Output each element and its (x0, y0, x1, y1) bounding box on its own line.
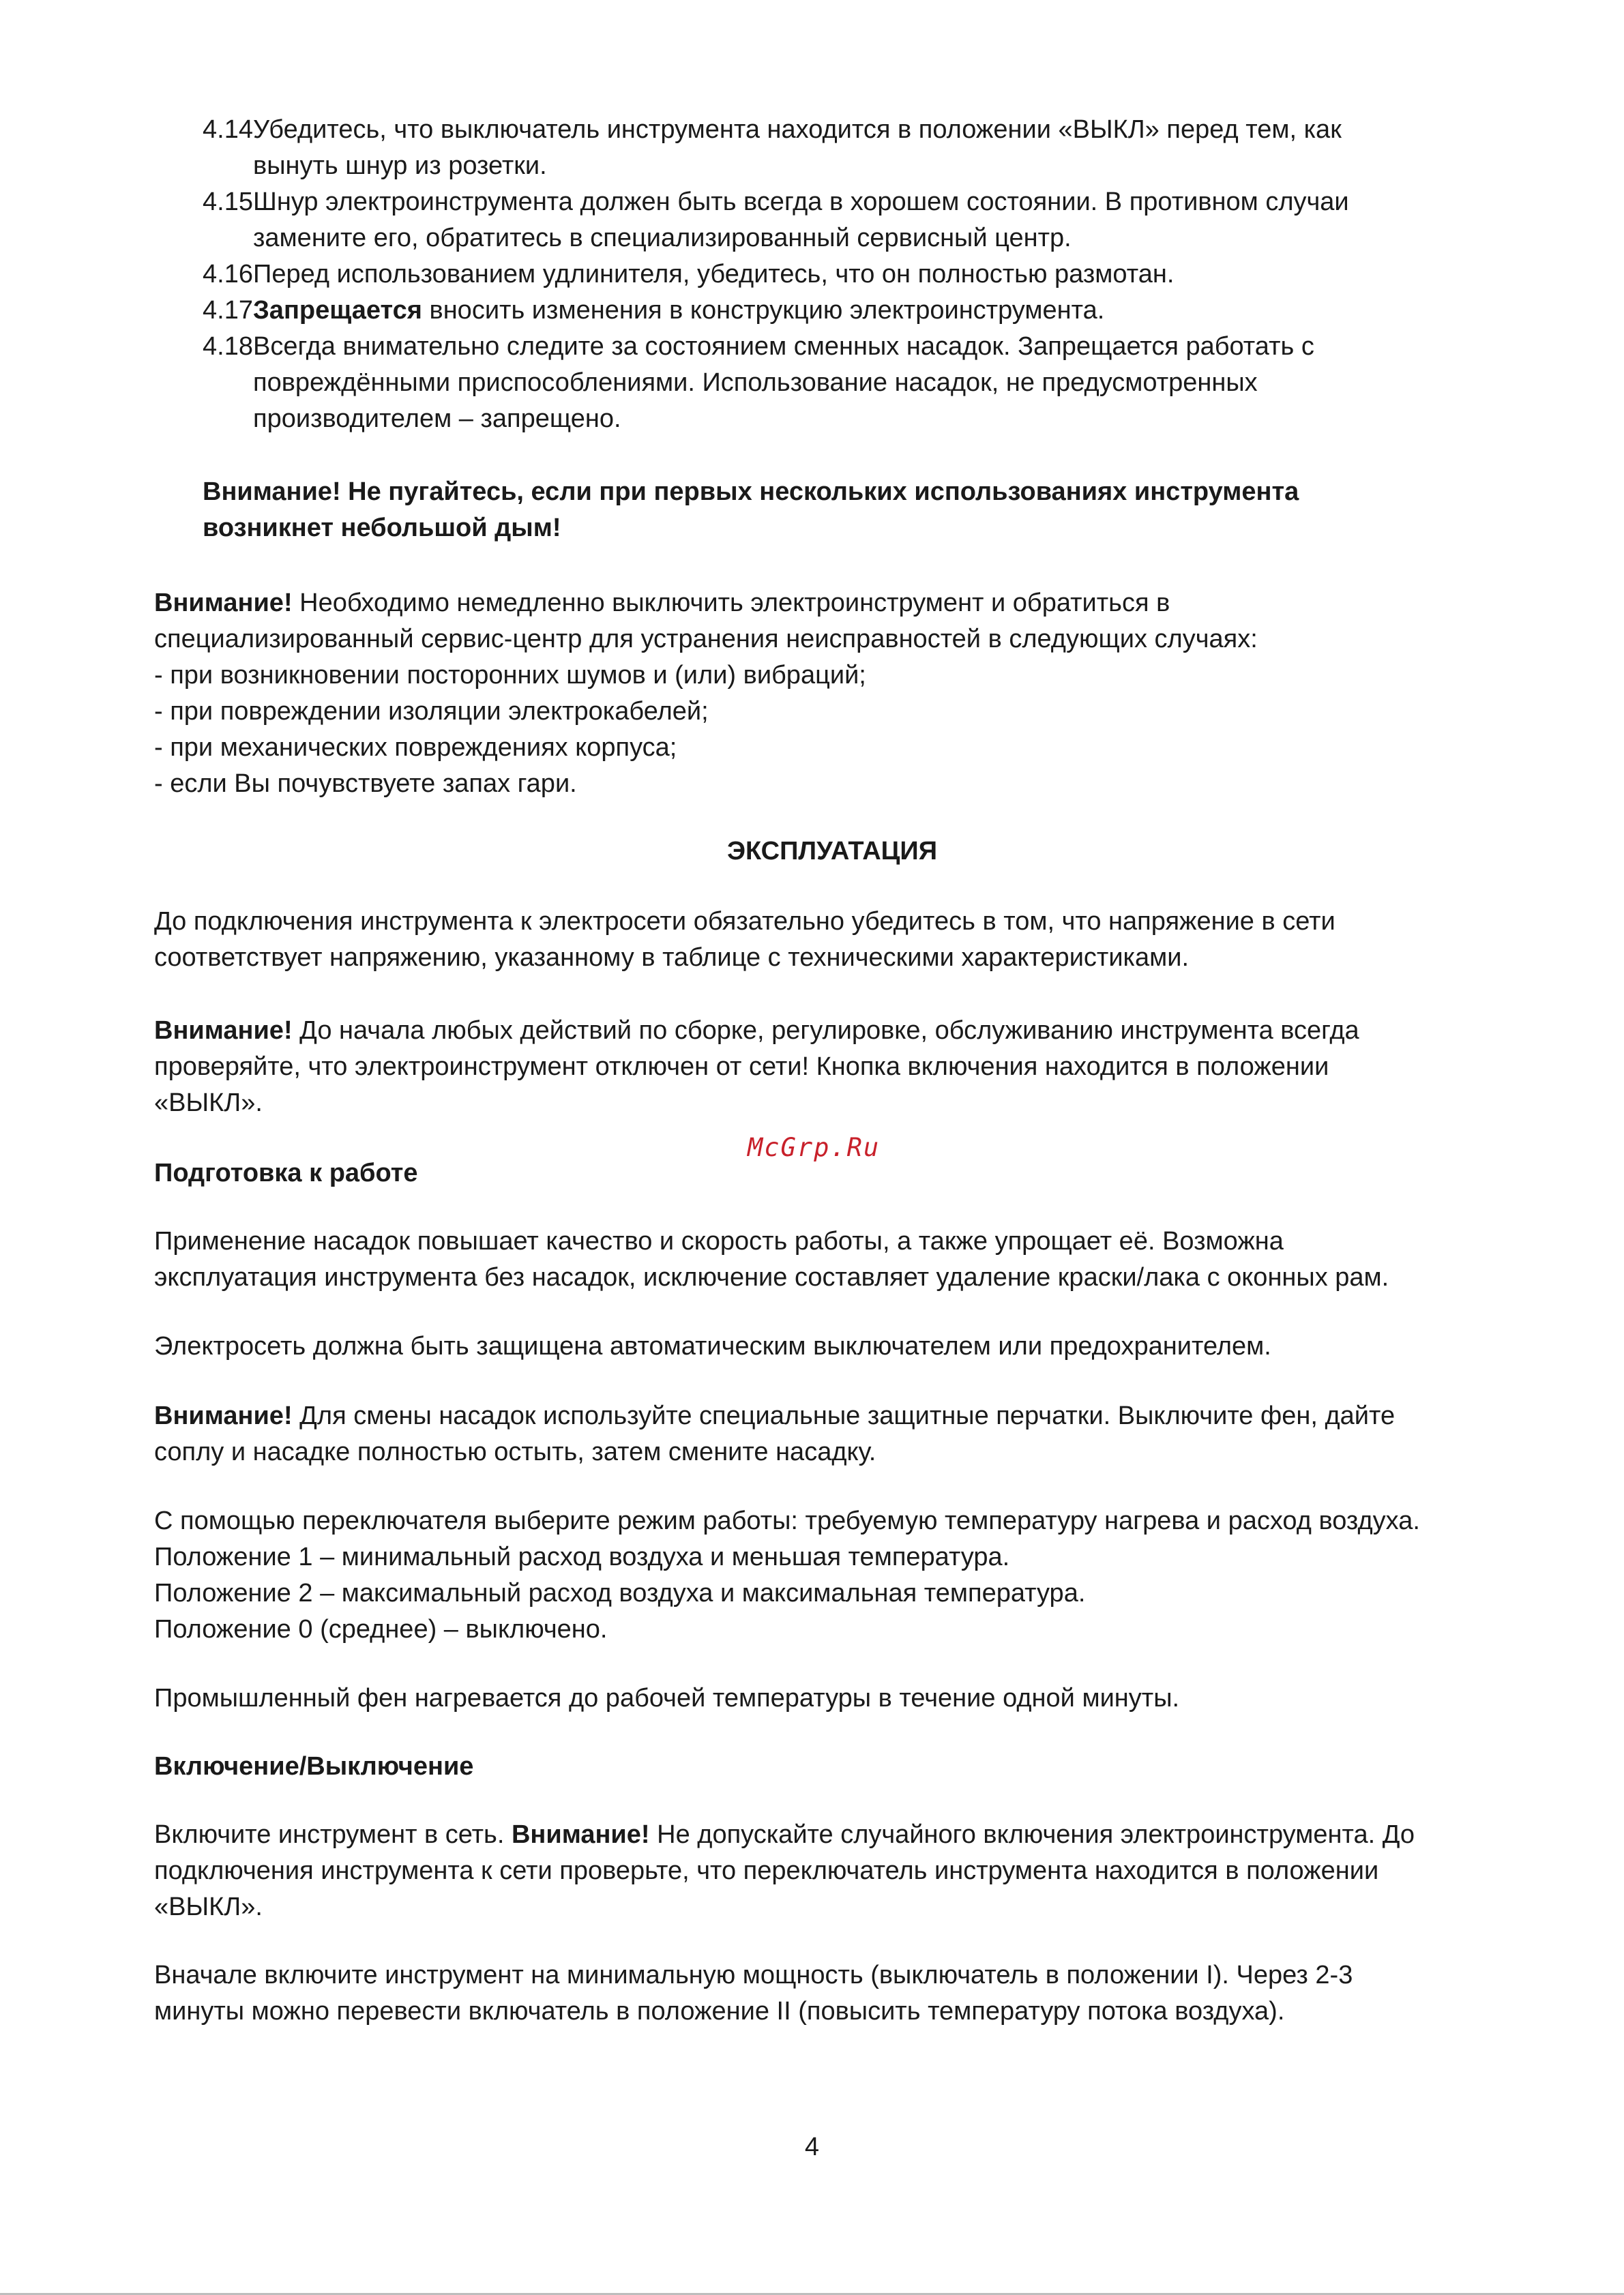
gloves-warning-text: Для смены насадок используйте специальные защитные перчатки. Выключите фен, дайте (292, 1402, 1396, 1430)
warning-label: Внимание! (154, 1402, 293, 1430)
item-number: 4.18 (203, 332, 253, 361)
onoff-text: Включите инструмент в сеть. (154, 1820, 512, 1849)
item-bold-word: Запрещается (253, 296, 422, 325)
assembly-warning (154, 1013, 1518, 1121)
watermark: McGrp.Ru (748, 1133, 881, 1162)
power-line: минуты можно перевести включатель в положение II (повысить температуру потока воздуха). (154, 1997, 1285, 2026)
item-number: 4.17 (203, 296, 253, 325)
service-case: - при возникновении посторонних шумов и (или) вибраций; (154, 661, 866, 690)
item-number: 4.14 (203, 115, 253, 144)
page-number: 4 (804, 2133, 820, 2161)
service-case: - если Вы почувствуете запах гари. (154, 769, 577, 798)
item-text: Убедитесь, что выключатель инструмента находится в положении «ВЫКЛ» перед тем, как (253, 115, 1342, 144)
gloves-warning-line: соплу и насадке полностью остыть, затем смените насадку. (154, 1438, 876, 1466)
onoff-paragraph (154, 1817, 1518, 1925)
smoke-warning-line: Внимание! Не пугайтесь, если при первых нескольких использованиях инструмента (203, 477, 1299, 506)
assembly-warning-line: проверяйте, что электроинструмент отключен от сети! Кнопка включения находится в положении (154, 1052, 1329, 1081)
item-text: Всегда внимательно следите за состоянием сменных насадок. Запрещается работать с (253, 332, 1314, 361)
item-number: 4.16 (203, 260, 253, 288)
service-warning-line: специализированный сервис-центр для устранения неисправностей в следующих случаях: (154, 625, 1258, 653)
service-warning-text: Необходимо немедленно выключить электроинструмент и обратиться в (292, 589, 1170, 617)
list-item (203, 184, 1498, 256)
assembly-warning-line (154, 1013, 1518, 1049)
list-item (203, 329, 1498, 437)
item-number: 4.15 (203, 188, 253, 216)
warning-label: Внимание! (154, 1016, 293, 1045)
item-rest: вносить изменения в конструкцию электроинструмента. (422, 296, 1105, 325)
nozzles-line: эксплуатация инструмента без насадок, исключение составляет удаление краски/лака с оконных рам. (154, 1263, 1389, 1292)
service-case: - при повреждении изоляции электрокабелей; (154, 697, 709, 726)
item-text: Шнур электроинструмента должен быть всегда в хорошем состоянии. В противном случаи (253, 188, 1349, 216)
power-line: Вначале включите инструмент на минимальную мощность (выключатель в положении I). Через 2-3 (154, 1961, 1353, 1989)
onoff-line: подключения инструмента к сети проверьте, что переключатель инструмента находится в положении (154, 1856, 1379, 1885)
item-text (253, 293, 1498, 329)
smoke-warning-line: возникнет небольшой дым! (203, 514, 561, 542)
voltage-note (154, 904, 1518, 976)
service-warning (154, 585, 1518, 802)
item-text: Перед использованием удлинителя, убедитесь, что он полностью размотан. (253, 260, 1175, 288)
item-text: повреждёнными приспособлениями. Использование насадок, не предусмотренных (253, 368, 1258, 397)
item-text: вынуть шнур из розетки. (253, 151, 547, 180)
list-item (203, 293, 1498, 329)
assembly-warning-text: До начала любых действий по сборке, регулировке, обслуживанию инструмента всегда (292, 1016, 1359, 1045)
modes-line: С помощью переключателя выберите режим работы: требуемую температуру нагрева и расход воздуха. (154, 1507, 1420, 1535)
heat-paragraph: Промышленный фен нагревается до рабочей температуры в течение одной минуты. (154, 1684, 1180, 1713)
warning-label: Внимание! (511, 1820, 650, 1849)
voltage-note-line: До подключения инструмента к электросети обязательно убедитесь в том, что напряжение в сети (154, 907, 1335, 936)
onoff-heading: Включение/Выключение (154, 1752, 474, 1781)
nozzles-line: Применение насадок повышает качество и скорость работы, а также упрощает её. Возможна (154, 1227, 1284, 1256)
onoff-text: Не допускайте случайного включения электроинструмента. До (649, 1820, 1415, 1849)
voltage-note-line: соответствует напряжению, указанному в таблице с техническими характеристиками. (154, 943, 1190, 972)
service-case: - при механических повреждениях корпуса; (154, 733, 677, 762)
safety-list (203, 112, 1498, 437)
onoff-line (154, 1817, 1518, 1853)
item-text: производителем – запрещено. (253, 404, 621, 433)
warning-label: Внимание! (154, 589, 293, 617)
service-warning-line (154, 585, 1518, 621)
modes-line: Положение 2 – максимальный расход воздуха и максимальная температура. (154, 1579, 1086, 1608)
nozzles-paragraph (154, 1224, 1518, 1296)
gloves-warning-line (154, 1398, 1518, 1434)
gloves-warning (154, 1398, 1518, 1470)
item-text: замените его, обратитесь в специализированный сервисный центр. (253, 224, 1072, 252)
list-item (203, 112, 1498, 184)
modes-line: Положение 0 (среднее) – выключено. (154, 1615, 608, 1644)
fuse-paragraph: Электросеть должна быть защищена автоматическим выключателем или предохранителем. (154, 1332, 1271, 1361)
smoke-warning (203, 474, 1498, 546)
power-paragraph (154, 1957, 1518, 2030)
assembly-warning-line: «ВЫКЛ». (154, 1089, 263, 1117)
onoff-line: «ВЫКЛ». (154, 1893, 263, 1921)
list-item (203, 256, 1498, 293)
modes-line: Положение 1 – минимальный расход воздуха и меньшая температура. (154, 1543, 1010, 1571)
modes-paragraph (154, 1503, 1518, 1648)
section-title: ЭКСПЛУАТАЦИЯ (726, 837, 938, 865)
prep-heading: Подготовка к работе (154, 1159, 418, 1187)
